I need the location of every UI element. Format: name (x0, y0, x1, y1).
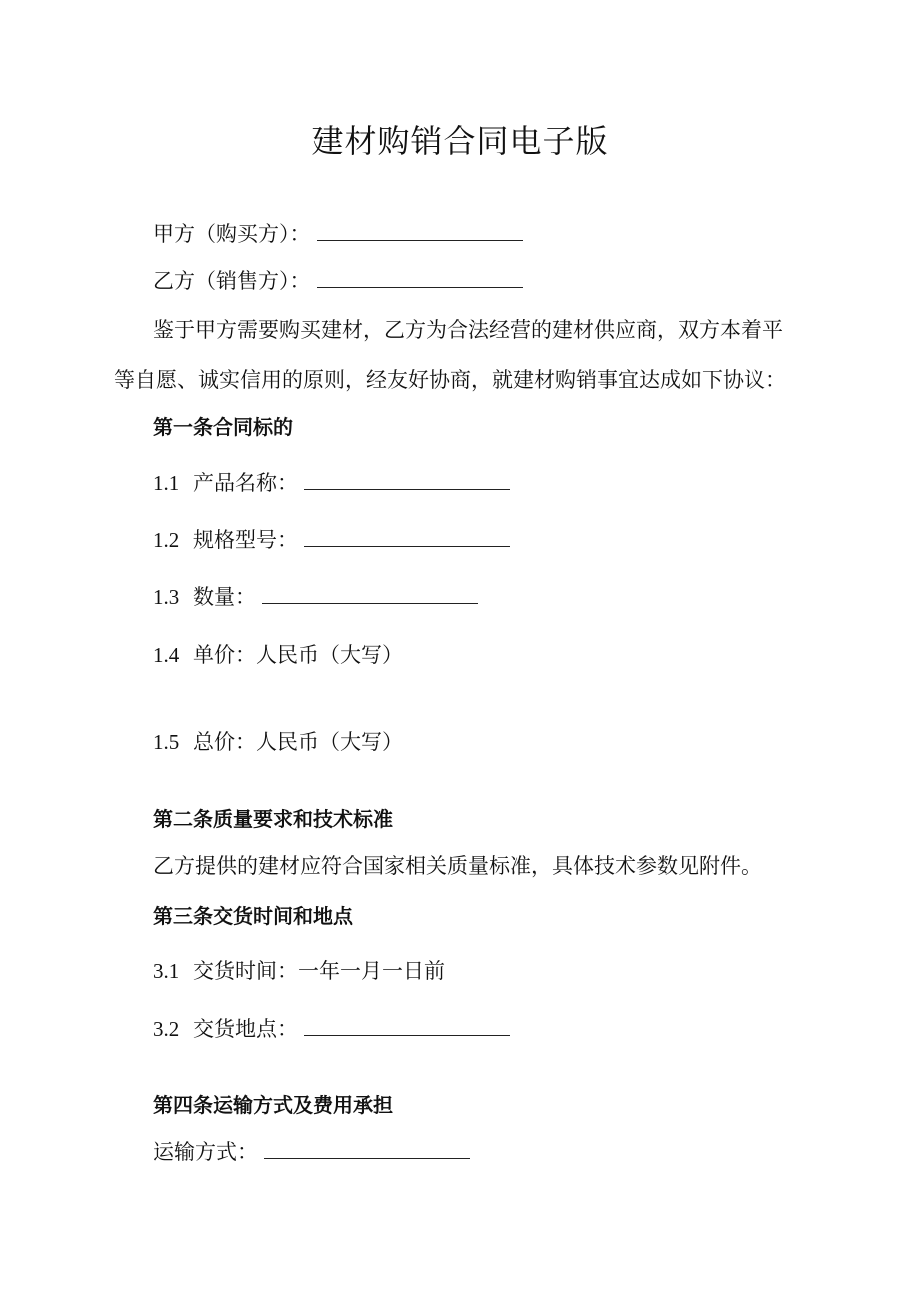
item-number: 1.5 (153, 730, 180, 754)
item-1-2 (153, 526, 510, 554)
article2-heading: 第二条质量要求和技术标准 (153, 807, 393, 831)
article1-heading: 第一条合同标的 (153, 415, 293, 439)
item-label: 单价：人民币（大写） (193, 643, 403, 667)
item-number: 1.3 (153, 585, 180, 609)
document-title: 建材购销合同电子版 (311, 122, 609, 160)
item-3-2 (153, 1015, 510, 1043)
delivery-location-blank (304, 1017, 510, 1036)
transport-line (153, 1138, 470, 1166)
item-1-3 (153, 583, 478, 611)
item-number: 1.1 (153, 471, 180, 495)
item-label: 交货地点： (193, 1017, 298, 1041)
article2-text: 乙方提供的建材应符合国家相关质量标准，具体技术参数见附件。 (153, 854, 762, 878)
item-label: 规格型号： (193, 528, 298, 552)
item-1-4 (153, 641, 403, 669)
product-name-blank (304, 471, 510, 490)
preamble-line-2: 等自愿、诚实信用的原则，经友好协商，就建材购销事宜达成如下协议： (114, 368, 786, 392)
party-a-label: 甲方（购买方）： (153, 222, 311, 246)
item-number: 1.2 (153, 528, 180, 552)
item-number: 1.4 (153, 643, 180, 667)
item-label: 总价：人民币（大写） (193, 730, 403, 754)
item-1-5 (153, 728, 403, 756)
item-1-1 (153, 469, 510, 497)
party-b-blank (317, 269, 523, 288)
party-b-label: 乙方（销售方）： (153, 269, 311, 293)
item-number: 3.2 (153, 1017, 180, 1041)
party-a-line (153, 220, 523, 248)
item-number: 3.1 (153, 959, 180, 983)
preamble-line-1: 鉴于甲方需要购买建材，乙方为合法经营的建材供应商，双方本着平 (153, 318, 783, 342)
transport-label: 运输方式： (153, 1140, 258, 1164)
transport-blank (264, 1140, 470, 1159)
item-label: 数量： (193, 585, 256, 609)
quantity-blank (262, 585, 478, 604)
item-3-1 (153, 957, 445, 985)
party-b-line (153, 267, 523, 295)
article3-heading: 第三条交货时间和地点 (153, 904, 353, 928)
item-label: 产品名称： (193, 471, 298, 495)
spec-model-blank (304, 528, 510, 547)
item-label: 交货时间：一年一月一日前 (193, 959, 445, 983)
article4-heading: 第四条运输方式及费用承担 (153, 1093, 393, 1117)
party-a-blank (317, 222, 523, 241)
